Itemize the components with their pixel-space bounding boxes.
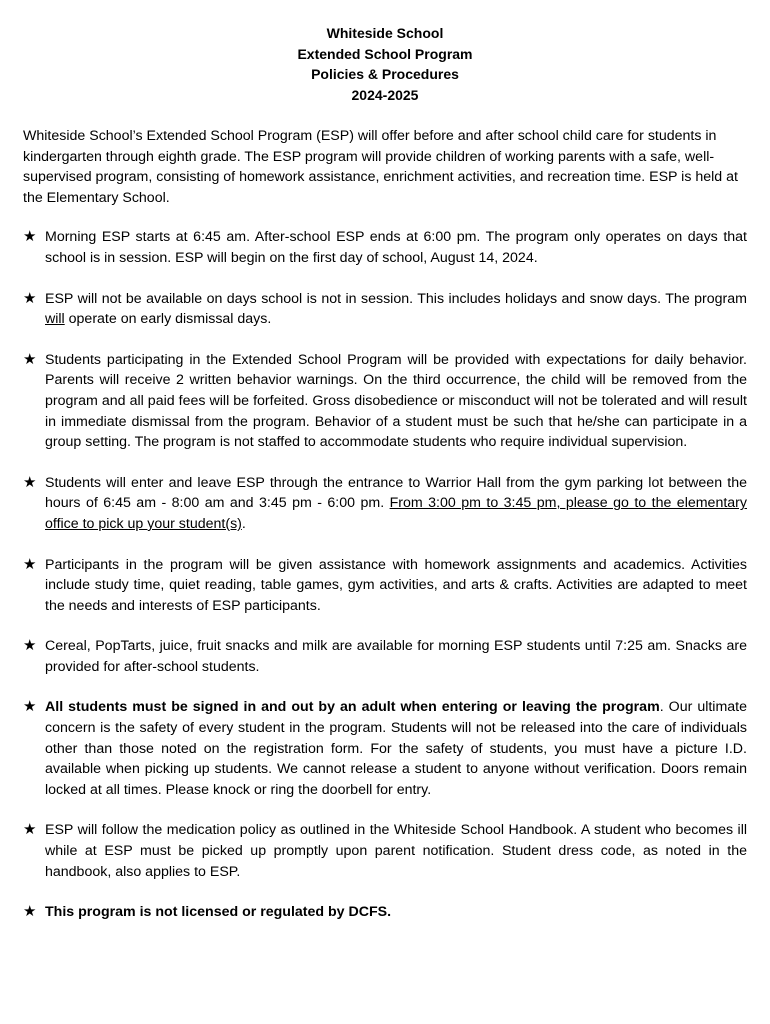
- school-name: Whiteside School: [326, 25, 444, 41]
- policy-item-licensing: [23, 902, 747, 923]
- policy-text: Students participating in the Extended School Program will be provided with expectations for daily behavior. Parents will receive 2 written behavior warnings. On the third occurrence, the child will be removed from the program and all paid fees will be forfeited. Gross disobedience or misconduct will not be tolerated and will result in immediate dismissal from the program. Behavior of a student must be such that he/she can participate in a group setting. The program is not staffed to accommodate students who require individual supervision.: [45, 351, 747, 451]
- policy-text: .: [241, 515, 246, 532]
- document-header: [23, 23, 747, 105]
- policy-text: ESP will follow the medication policy as outlined in the Whiteside School Handbook. A student who becomes ill while at ESP must be picked up promptly upon parent notification. Student dress code, as noted in the handbook, also applies to ESP.: [45, 822, 747, 880]
- star-bullet-icon: ★: [23, 228, 37, 246]
- star-bullet-icon: ★: [23, 821, 37, 839]
- policy-text: operate on early dismissal days.: [64, 311, 272, 328]
- star-bullet-icon: ★: [23, 637, 37, 655]
- star-bullet-icon: ★: [23, 698, 37, 716]
- star-bullet-icon: ★: [23, 350, 37, 368]
- policy-text: . Our ultimate concern is the safety of every student in the program. Students will not be released into the care of individuals other than those noted on the registration form. For the safety of students, you must have a picture I.D. available when picking up students. We cannot release a student to anyone without verification. Doors remain locked at all times. Please knock or ring the doorbell for entry.: [45, 699, 748, 798]
- policy-item-activities: [23, 555, 747, 617]
- policy-text-underlined: From 3:00 pm to 3:45 pm, please go to the elementary office to pick up your student(s): [45, 495, 747, 532]
- star-bullet-icon: ★: [23, 473, 37, 491]
- document-title: Policies & Procedures: [311, 66, 459, 82]
- policy-text-bold: This program is not licensed or regulated by DCFS.: [45, 904, 392, 921]
- policy-item-medication: [23, 820, 747, 882]
- school-year: 2024-2025: [351, 86, 419, 103]
- star-bullet-icon: ★: [23, 903, 37, 921]
- policy-item-sign-in: [23, 697, 747, 800]
- policy-text: Cereal, PopTarts, juice, fruit snacks and milk are available for morning ESP students until 7:25 am. Snacks are provided for after-school students.: [45, 638, 747, 675]
- policy-text: Students will enter and leave ESP through the entrance to Warrior Hall from the gym parking lot between the hours of 6:45 am - 8:00 am and 3:45 pm - 6:00 pm.: [45, 474, 747, 512]
- policy-list: [23, 227, 747, 922]
- policy-item-entrance: [23, 473, 747, 535]
- star-bullet-icon: ★: [23, 555, 37, 573]
- intro-paragraph: Whiteside School’s Extended School Program (ESP) will offer before and after school child care for students in kindergarten through eighth grade. The ESP program will provide children of working parents with a safe, well-supervised program, consisting of homework assistance, enrichment activities, and recreation time. ESP is held at the Elementary School.: [23, 128, 738, 206]
- policy-text-bold: All students must be signed in and out by an adult when entering or leaving the program: [45, 699, 660, 716]
- policy-item-hours: [23, 227, 747, 268]
- policy-text: Participants in the program will be given assistance with homework assignments and academics. Activities include study time, quiet reading, table games, gym activities, and arts & crafts. Activities are adapted to meet the needs and interests of ESP participants.: [45, 556, 747, 614]
- policy-item-behavior: [23, 350, 747, 453]
- policy-text-underlined: will: [45, 311, 65, 328]
- policy-item-availability: [23, 289, 747, 330]
- star-bullet-icon: ★: [23, 289, 37, 307]
- policy-item-snacks: [23, 636, 747, 677]
- program-name: Extended School Program: [297, 45, 473, 62]
- policy-text: ESP will not be available on days school is not in session. This includes holidays and snow days. The program: [45, 290, 747, 307]
- policy-text: Morning ESP starts at 6:45 am. After-school ESP ends at 6:00 pm. The program only operates on days that school is in session. ESP will begin on the first day of school, August 14, 2024.: [45, 229, 747, 266]
